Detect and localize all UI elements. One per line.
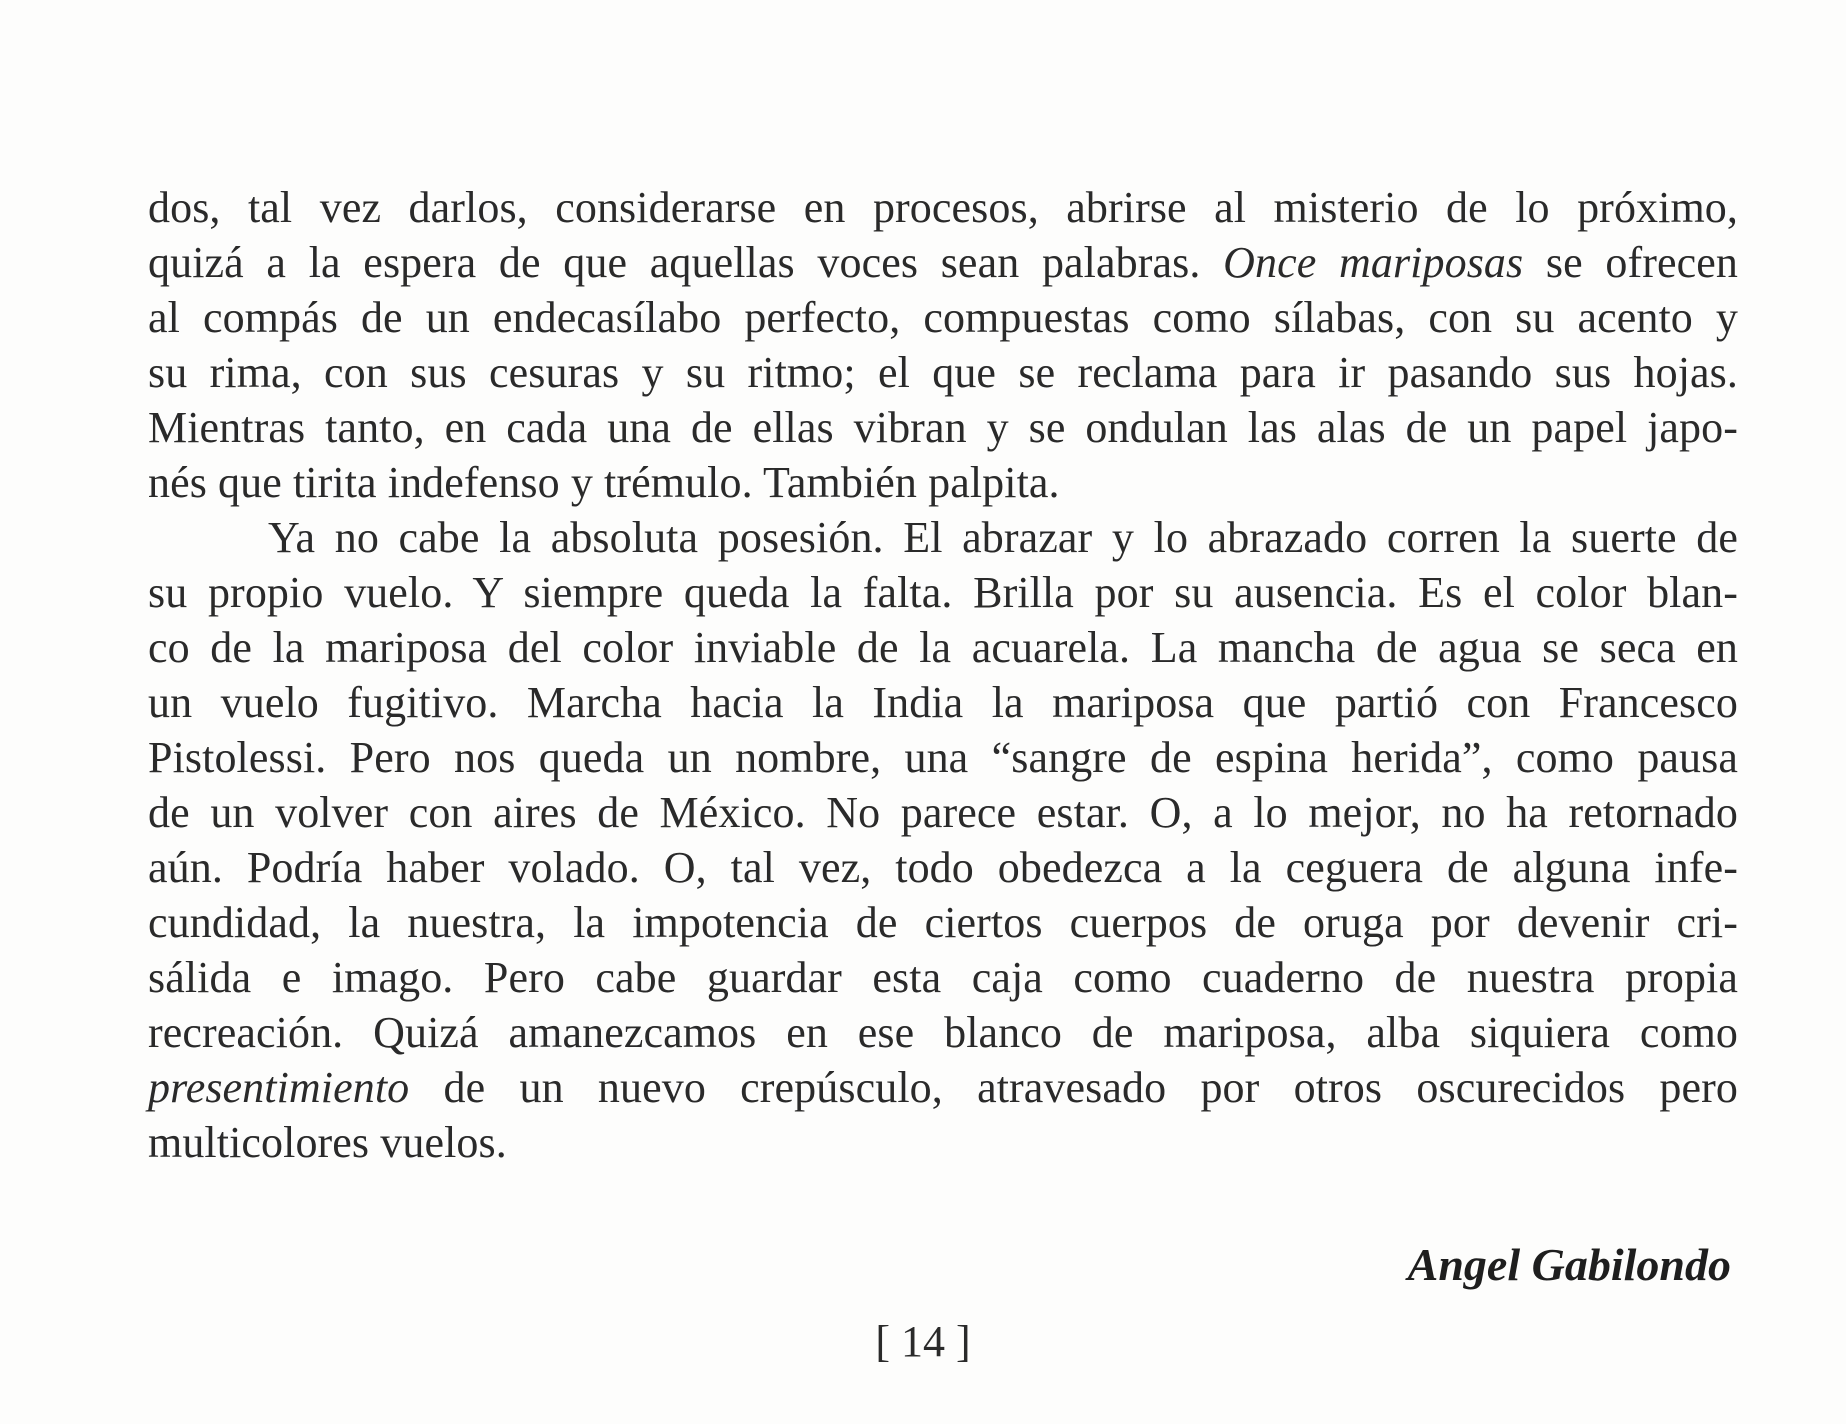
text-line: su rima, con sus cesuras y su ritmo; el que se reclama para ir pasando sus hojas. xyxy=(148,348,1738,397)
text-line: recreación. Quizá amanezcamos en ese blanco de mariposa, alba siquiera como xyxy=(148,1008,1738,1057)
italic-word: presentimiento xyxy=(148,1063,410,1112)
text-line xyxy=(148,235,1738,290)
text-line: de un volver con aires de México. No parece estar. O, a lo mejor, no ha retornado xyxy=(148,788,1738,837)
text-line: cundidad, la nuestra, la impotencia de ciertos cuerpos de oruga por devenir cri- xyxy=(148,898,1738,947)
text-line: co de la mariposa del color inviable de la acuarela. La mancha de agua se seca en xyxy=(148,623,1738,672)
text-line: aún. Podría haber volado. O, tal vez, todo obedezca a la ceguera de alguna infe- xyxy=(148,843,1738,892)
text-line: Ya no cabe la absoluta posesión. El abrazar y lo abrazado corren la suerte de xyxy=(268,513,1738,562)
page-number: [ 14 ] xyxy=(875,1317,971,1366)
italic-title: Once mariposas xyxy=(1223,238,1524,287)
text-line: dos, tal vez darlos, considerarse en procesos, abrirse al misterio de lo próximo, xyxy=(148,183,1738,232)
text-line xyxy=(148,1060,1738,1115)
text-segment: de un nuevo crepúsculo, atravesado por otros oscurecidos pero xyxy=(409,1063,1738,1112)
text-line: su propio vuelo. Y siempre queda la falta. Brilla por su ausencia. Es el color blan- xyxy=(148,568,1738,617)
text-segment: se ofrecen xyxy=(1523,238,1738,287)
text-line: multicolores vuelos. xyxy=(148,1118,507,1167)
author-signature: Angel Gabilondo xyxy=(1407,1239,1731,1290)
text-segment: quizá a la espera de que aquellas voces sean palabras. xyxy=(148,238,1224,287)
body-text xyxy=(148,180,1738,1170)
text-line: sálida e imago. Pero cabe guardar esta caja como cuaderno de nuestra propia xyxy=(148,953,1738,1002)
text-line: al compás de un endecasílabo perfecto, compuestas como sílabas, con su acento y xyxy=(148,293,1738,342)
text-line: un vuelo fugitivo. Marcha hacia la India la mariposa que partió con Francesco xyxy=(148,678,1738,727)
text-line: nés que tirita indefenso y trémulo. También palpita. xyxy=(148,458,1060,507)
text-line: Mientras tanto, en cada una de ellas vibran y se ondulan las alas de un papel japo- xyxy=(148,403,1738,452)
text-line: Pistolessi. Pero nos queda un nombre, una “sangre de espina herida”, como pausa xyxy=(148,733,1738,782)
